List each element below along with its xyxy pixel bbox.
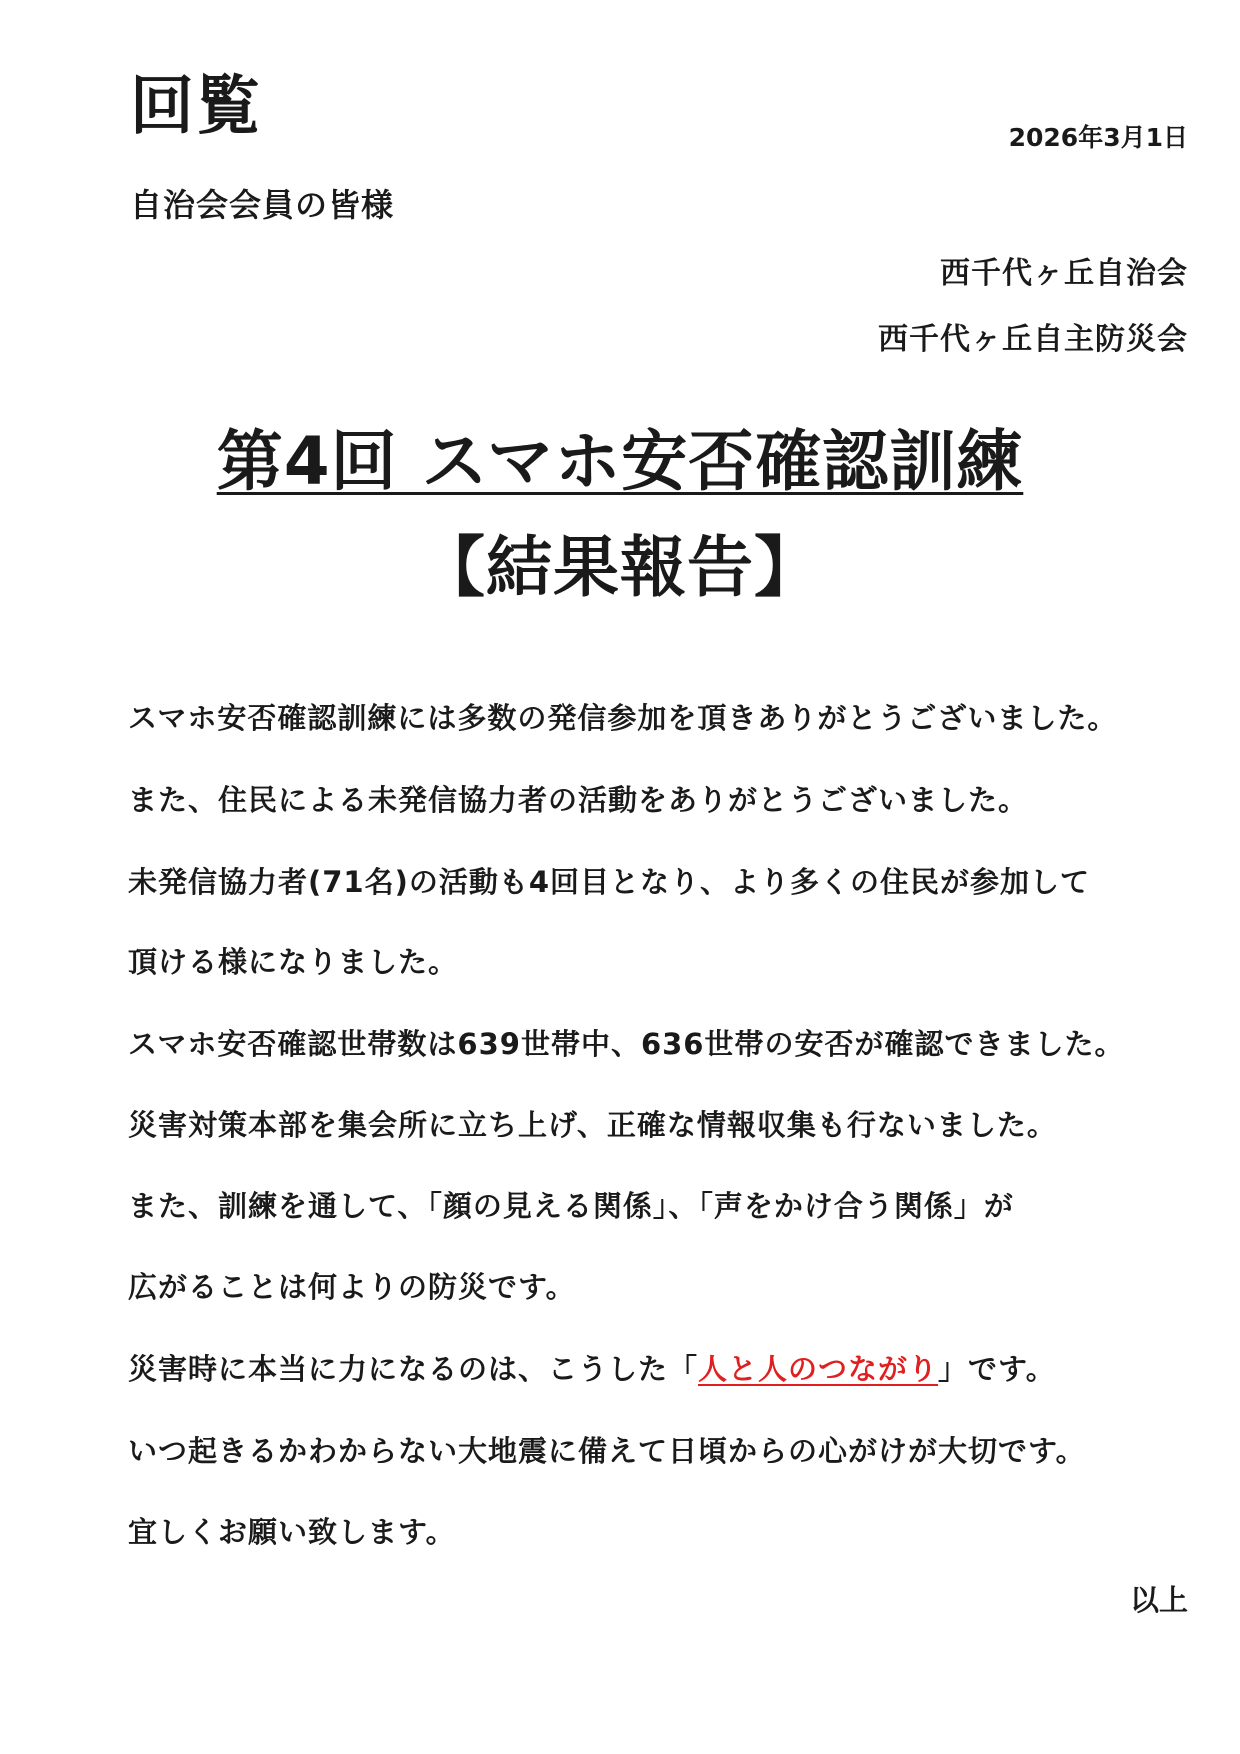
body-line: スマホ安否確認世帯数は639世帯中、636世帯の安否が確認できました。 — [128, 1027, 1125, 1061]
emphasis-after: 」です。 — [938, 1352, 1056, 1386]
body-line: また、住民による未発信協力者の活動をありがとうございました。 — [128, 783, 1029, 817]
document-subtitle: 【結果報告】 — [419, 529, 821, 606]
body-line: また、訓練を通して、「顔の見える関係」、「声をかけ合う関係」が — [128, 1189, 1014, 1223]
highlight-text: 人と人のつながり — [698, 1352, 939, 1386]
kairan-heading: 回覧 — [130, 70, 262, 144]
body-line: いつ起きるかわからない大地震に備えて日頃からの心がけが大切です。 — [128, 1434, 1086, 1468]
sender-disaster-prevention: 西千代ヶ丘自主防災会 — [878, 322, 1188, 357]
body-line: 災害対策本部を集会所に立ち上げ、正確な情報収集も行ないました。 — [128, 1108, 1057, 1142]
emphasis-line — [128, 1349, 1056, 1389]
closing-text: 以上 — [1129, 1583, 1188, 1617]
body-line: 宜しくお願い致します。 — [128, 1515, 456, 1549]
document-title — [0, 420, 1240, 504]
body-line: 未発信協力者(71名)の活動も4回目となり、より多くの住民が参加して — [128, 865, 1091, 899]
emphasis-before: 災害時に本当に力になるのは、こうした「 — [128, 1352, 699, 1386]
body-line: スマホ安否確認訓練には多数の発信参加を頂きありがとうございました。 — [128, 701, 1118, 735]
sender-association: 西千代ヶ丘自治会 — [940, 256, 1188, 291]
addressee: 自治会会員の皆様 — [130, 186, 395, 224]
document-date: 2026年3月1日 — [1008, 123, 1188, 152]
body-line: 頂ける様になりました。 — [128, 945, 459, 979]
title-line-1: 第4回 スマホ安否確認訓練 — [216, 423, 1024, 500]
body-line: 広がることは何よりの防災です。 — [128, 1270, 576, 1304]
